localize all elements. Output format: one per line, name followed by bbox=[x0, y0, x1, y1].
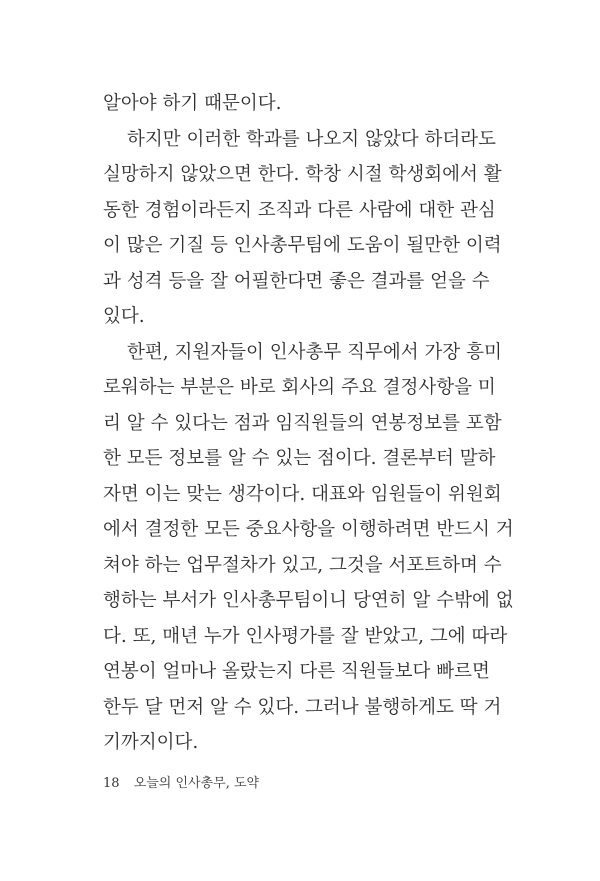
text-line: 동한 경험이라든지 조직과 다른 사람에 대한 관심 bbox=[103, 199, 496, 221]
text-line: 한편, 지원자들이 인사총무 직무에서 가장 흥미 bbox=[127, 341, 502, 363]
book-title: 오늘의 인사총무, 도약 bbox=[133, 776, 260, 791]
text-line: 쳐야 하는 업무절차가 있고, 그것을 서포트하며 수 bbox=[103, 554, 502, 576]
body-text bbox=[103, 92, 514, 767]
text-line: 하지만 이러한 학과를 나오지 않았다 하더라도 bbox=[127, 128, 496, 150]
text-line: 리 알 수 있다는 점과 임직원들의 연봉정보를 포함 bbox=[103, 412, 502, 434]
text-line: 알아야 하기 때문이다. bbox=[103, 93, 282, 114]
page-footer bbox=[103, 772, 259, 791]
text-line: 에서 결정한 모든 중요사항을 이행하려면 반드시 거 bbox=[103, 519, 514, 540]
text-line: 연봉이 얼마나 올랐는지 다른 직원들보다 빠르면 bbox=[103, 661, 490, 682]
text-line: 기까지이다. bbox=[103, 732, 199, 753]
text-line: 실망하지 않았으면 한다. 학창 시절 학생회에서 활 bbox=[103, 164, 502, 185]
text-line: 자면 이는 맞는 생각이다. 대표와 임원들이 위원회 bbox=[103, 483, 502, 505]
page-number: 18 bbox=[103, 776, 120, 791]
text-line: 행하는 부서가 인사총무팀이니 당연히 알 수밖에 없 bbox=[103, 590, 514, 611]
text-line: 이 많은 기질 등 인사총무팀에 도움이 될만한 이력 bbox=[103, 235, 502, 256]
text-line: 한두 달 먼저 알 수 있다. 그러나 불행하게도 딱 거 bbox=[103, 696, 502, 718]
text-line: 로워하는 부분은 바로 회사의 주요 결정사항을 미 bbox=[103, 377, 496, 398]
text-line: 다. 또, 매년 누가 인사평가를 잘 받았고, 그에 따라 bbox=[103, 625, 508, 647]
text-line: 한 모든 정보를 알 수 있는 점이다. 결론부터 말하 bbox=[103, 448, 496, 469]
text-line: 과 성격 등을 잘 어필한다면 좋은 결과를 얻을 수 bbox=[103, 270, 490, 292]
text-line: 있다. bbox=[103, 306, 145, 327]
